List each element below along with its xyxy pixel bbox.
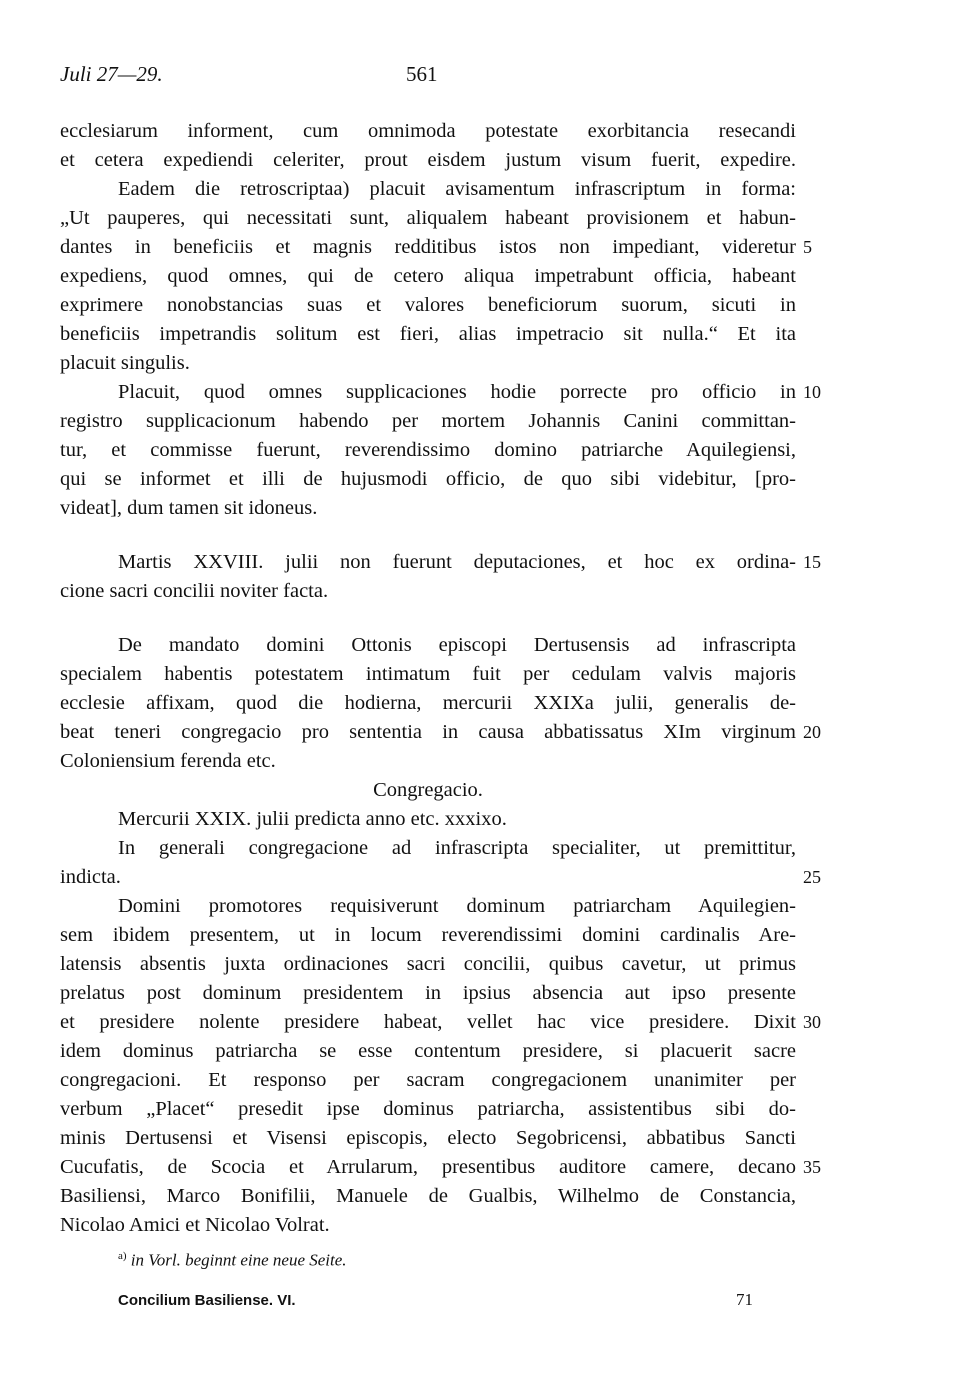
text-line: Martis XXVIII. julii non fuerunt deputaciones, et hoc ex ordina- (118, 551, 796, 573)
line-number: 25 (803, 867, 821, 887)
text-line: registro supplicacionum habendo per mortem Johannis Canini committan- (60, 410, 796, 432)
text-line: dantes in beneficiis et magnis redditibus istos non impediant, videretur (60, 236, 796, 258)
text-line: Placuit, quod omnes supplicaciones hodie porrecte pro officio in (118, 381, 796, 403)
text-line: Coloniensium ferenda etc. (60, 750, 276, 772)
text-line: congregacioni. Et responso per sacram congregacionem unanimiter per (60, 1069, 796, 1091)
volume-signature: Concilium Basiliense. VI. (118, 1292, 296, 1309)
line-number: 5 (803, 237, 812, 257)
text-line: sem ibidem presentem, ut in locum reverendissimi domini cardinalis Are- (60, 924, 796, 946)
section-heading: Congregacio. (373, 779, 483, 801)
running-header: Juli 27—29. (60, 62, 163, 86)
footnote-mark: a) (118, 1250, 127, 1262)
text-line: et cetera expediendi celeriter, prout eisdem justum visum fuerit, expedire. (60, 149, 796, 171)
page-number: 561 (406, 62, 438, 86)
text-line: Cucufatis, de Scocia et Arrularum, presentibus auditore camere, decano (60, 1156, 796, 1178)
text-line: Eadem die retroscriptaa) placuit avisamentum infrascriptum in forma: (118, 178, 796, 200)
text-line: expediens, quod omnes, qui de cetero aliqua impetrabunt officia, habeant (60, 265, 796, 287)
text-line: verbum „Placet“ presedit ipse dominus patriarcha, assistentibus sibi do- (60, 1098, 796, 1120)
text-line: latensis absentis juxta ordinaciones sacri concilii, quibus cavetur, ut primus (60, 953, 796, 975)
text-line: In generali congregacione ad infrascripta specialiter, ut premittitur, (118, 837, 796, 859)
text-line: tur, et commisse fuerunt, reverendissimo domino patriarche Aquilegiensi, (60, 439, 796, 461)
text-line: Domini promotores requisiverunt dominum patriarcham Aquilegien- (118, 895, 796, 917)
text-line: prelatus post dominum presidentem in ipsius absencia aut ipso presente (60, 982, 796, 1004)
text-line: De mandato domini Ottonis episcopi Dertusensis ad infrascripta (118, 634, 796, 656)
text-line: qui se informet et illi de hujusmodi officio, de quo sibi videbitur, [pro- (60, 468, 796, 490)
text-line: ecclesie affixam, quod die hodierna, mercurii XXIXa julii, generalis de- (60, 692, 796, 714)
text-line: Nicolao Amici et Nicolao Volrat. (60, 1214, 330, 1236)
text-line: placuit singulis. (60, 352, 190, 374)
line-number: 35 (803, 1157, 821, 1177)
text-line: Mercurii XXIX. julii predicta anno etc. xxxixo. (118, 808, 507, 830)
text-line: indicta. (60, 866, 121, 888)
text-line: exprimere nonobstancias suas et valores beneficiorum suorum, sicuti in (60, 294, 796, 316)
line-number: 20 (803, 722, 821, 742)
text-line: beneficiis impetrandis solitum est fieri, alias impetracio sit nulla.“ Et ita (60, 323, 796, 345)
text-line: „Ut pauperes, qui necessitati sunt, aliqualem habeant provisionem et habun- (60, 207, 796, 229)
text-line: beat teneri congregacio pro sententia in causa abbatissatus XIm virginum (60, 721, 796, 743)
text-line: minis Dertusensi et Visensi episcopis, electo Segobricensi, abbatibus Sancti (60, 1127, 796, 1149)
line-number: 15 (803, 552, 821, 572)
footnote-text: in Vorl. beginnt eine neue Seite. (130, 1250, 347, 1270)
text-line: ecclesiarum informent, cum omnimoda potestate exorbitancia resecandi (60, 120, 796, 142)
text-line: specialem habentis potestatem intimatum fuit per cedulam valvis majoris (60, 663, 796, 685)
text-line: videat], dum tamen sit idoneus. (60, 497, 318, 519)
sheet-number: 71 (736, 1290, 753, 1309)
footnote (118, 1250, 347, 1271)
text-line: Basiliensi, Marco Bonifilii, Manuele de Gualbis, Wilhelmo de Constancia, (60, 1185, 796, 1207)
line-number: 10 (803, 382, 821, 402)
text-line: cione sacri concilii noviter facta. (60, 580, 329, 602)
text-line: idem dominus patriarcha se esse contentum presidere, si placuerit sacre (60, 1040, 796, 1062)
text-line: et presidere nolente presidere habeat, vellet hac vice presidere. Dixit (60, 1011, 796, 1033)
line-number: 30 (803, 1012, 821, 1032)
